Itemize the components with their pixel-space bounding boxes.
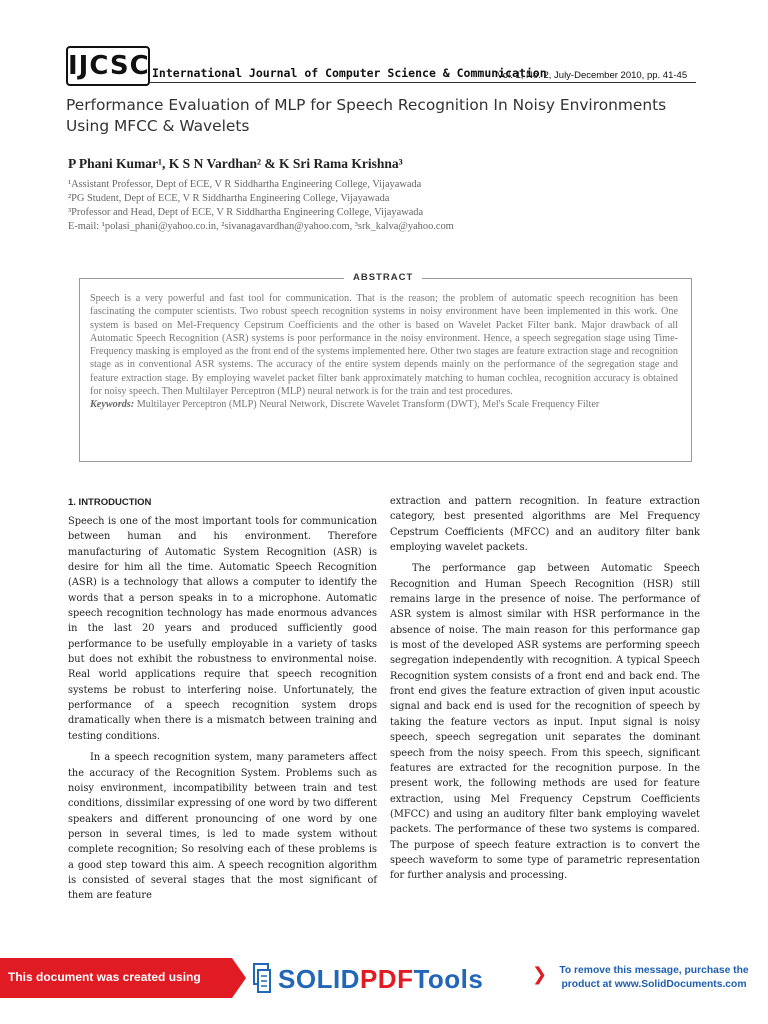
- promo-banner-arrow: [232, 958, 246, 998]
- body-column-left: [68, 514, 377, 904]
- abstract-text: Speech is a very powerful and fast tool for communication. That is the reason; the problem of automatic speech recognition has been fascinating the computer scientists. Two robust speech recognition systems in noisy environment have been implemented in this work. One system is based on Mel-Frequency Cepstrum Coefficients and the other is based on Wavelet Packet Filter bank. Major drawback of all Automatic Speech Recognition (ASR) systems is poor performance in the noisy environment. Hence, a speech segregation stage using Time-Frequency masking is employed as the front end of the systems implemented here. Other two stages are feature extraction stage and recognition stage as in conventional ASR systems. The accuracy of the entire system depends mainly on the performance of the segregation stage and feature extraction stage. By employing wavelet packet filter bank approximately matching to human cochlea, recognition accuracy is obtained for noisy speech. Then Multilayer Perceptron (MLP) neural network is for the train and test procedures.: [90, 293, 678, 398]
- paper-title-line-1: Performance Evaluation of MLP for Speech Recognition In Noisy Environments: [66, 96, 667, 114]
- journal-name: International Journal of Computer Science & Communication: [152, 66, 547, 80]
- chevron-right-icon: ❯: [532, 964, 548, 985]
- affiliation-1: ¹Assistant Professor, Dept of ECE, V R Siddhartha Engineering College, Vijayawada: [68, 179, 422, 190]
- abstract-body: [90, 292, 678, 412]
- author-emails: E-mail: ¹polasi_phani@yahoo.co.in, ²sivanagavardhan@yahoo.com, ³srk_kalva@yahoo.com: [68, 221, 454, 232]
- purchase-link[interactable]: To remove this message, purchase the product at www.SolidDocuments.com: [559, 965, 749, 990]
- solidpdftools-logo[interactable]: [278, 964, 483, 995]
- journal-logo: IJCSC: [66, 46, 150, 86]
- brand-tools: Tools: [413, 964, 484, 994]
- body-paragraph: In a speech recognition system, many parameters affect the accuracy of the Recognition System. Problems such as noisy environment, incompatibility between train and test conditions, dissimilar expressing of one word by two different speakers and different pronouncing of one word by one person in several times, is led to made system without complete recognition; So resolving each of these problems is a good step toward this aim. A speech recognition algorithm is consisted of several stages that the most significant of them are feature: [68, 752, 377, 902]
- brand-pdf: PDF: [359, 964, 414, 994]
- section-heading-introduction: 1. INTRODUCTION: [68, 497, 152, 508]
- document-icon: [252, 962, 272, 996]
- body-paragraph: Speech is one of the most important tools for communication between human and his environment. Therefore manufacturing of Automatic System Recognition (ASR) is desire for him all the time. Automatic Speech Recognition (ASR) is a technology that allows a computer to identify the words that a person speaks in to a microphone. Automatic speech recognition technology has made enormous advances in the last 20 years and produced sufficiently good performance to be usefully employable in a variety of tasks but does not exhibit the robustness to environmental noise. Real world applications require that speech recognition systems be robust to interfering noise. Unfortunately, the performance of a speech recognition system drops dramatically when there is a mismatch between training and testing conditions.: [68, 516, 377, 742]
- body-column-right: [390, 494, 700, 884]
- header-divider: [150, 82, 696, 83]
- affiliation-3: ³Professor and Head, Dept of ECE, V R Siddhartha Engineering College, Vijayawada: [68, 207, 424, 218]
- paper-title: [66, 95, 716, 137]
- brand-solid: SOLID: [278, 964, 360, 994]
- keywords-text: Multilayer Perceptron (MLP) Neural Network, Discrete Wavelet Transform (DWT), Mel's Scale Frequency Filter: [134, 399, 600, 411]
- promo-banner-text: This document was created using: [8, 970, 201, 984]
- abstract-heading: ABSTRACT: [344, 272, 422, 283]
- keywords-label: Keywords:: [90, 399, 135, 411]
- body-paragraph: extraction and pattern recognition. In feature extraction category, best presented algorithms are Mel Frequency Cepstrum Coefficients (MFCC) and an auditory filter bank employing wavelet packets.: [390, 496, 700, 554]
- affiliation-2: ²PG Student, Dept of ECE, V R Siddhartha Engineering College, Vijayawada: [68, 193, 390, 204]
- paper-title-line-2: Using MFCC & Wavelets: [66, 117, 250, 135]
- body-paragraph: The performance gap between Automatic Speech Recognition and Human Speech Recognition (HSR) still remains large in the presence of noise. The performance of ASR system is almost similar with HSR performance in the absence of noise. The main reason for this performance gap is most of the developed ASR systems are performing speech segregation independently with recognition. A typical Speech Recognition system consists of a front end and back end. The front end gives the feature extraction of given input acoustic signal and back end is used for the recognition of speech by taking the feature vectors as input. Input signal is noisy speech, speech segregation unit separates the dominant speech from the noisy speech. From this speech, significant features are extracted for the recognition purpose. In the present work, the following methods are used for feature extraction, using Mel Frequency Cepstrum Coefficients (MFCC) and using an auditory filter bank employing wavelet packets. The performance of these two systems is compared. The purpose of speech feature extraction is to convert the speech waveform to some type of parametric representation for further analysis and processing.: [390, 563, 700, 882]
- paper-authors: P Phani Kumar¹, K S N Vardhan² & K Sri Rama Krishna³: [68, 156, 403, 171]
- journal-volume-info: Vol. 1, No. 2, July-December 2010, pp. 41-45: [497, 70, 688, 81]
